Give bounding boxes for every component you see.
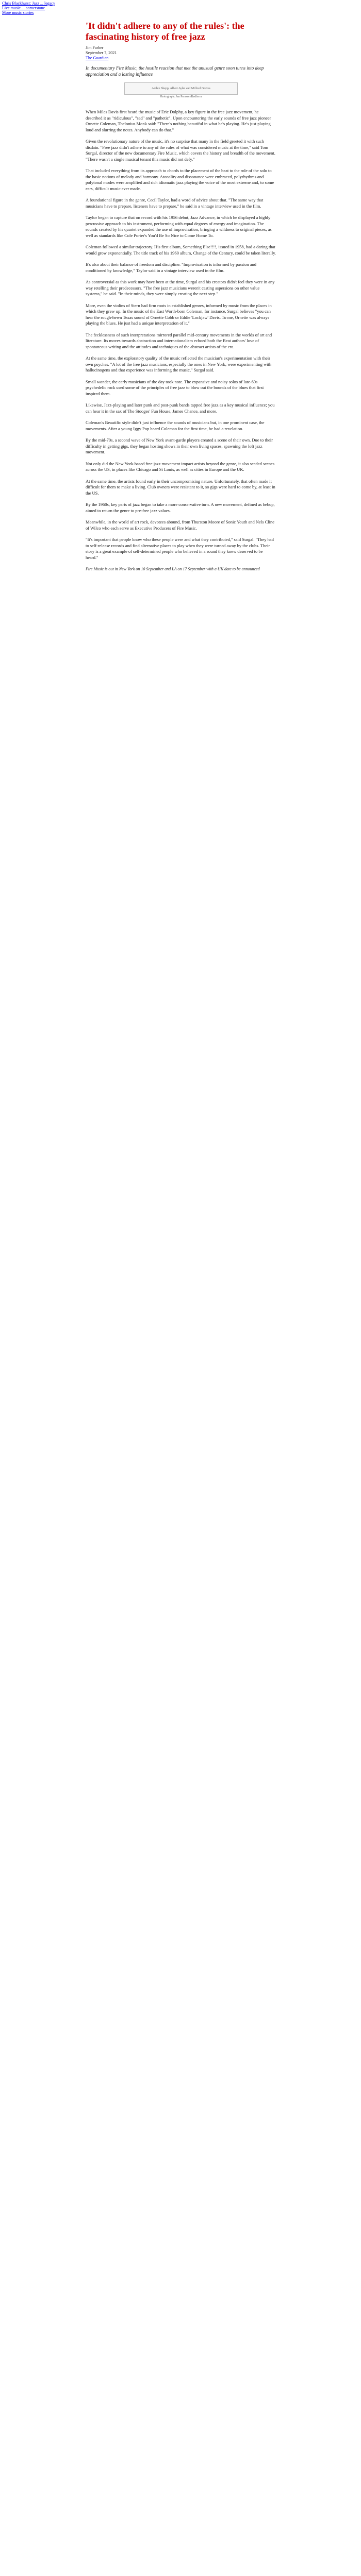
byline bbox=[86, 45, 276, 61]
body-paragraph: Taylor began to capture that on record with his 1956 debut, Jazz Advance, in which he displayed a highly percussive approach to his instrument, performing with equal degrees of energy and imagination. The sounds created by his quartet expanded the use of improvisation, bringing a wildness to original pieces, as well as standards like Cole Porter's You'd Be So Nice to Come Home To. bbox=[86, 215, 272, 238]
body-paragraph: More, even the violins of Stern had firm roots in established genres, informed by music from the places in which they grew up. In the music of the East Worth-born Coleman, for instance, Surgal believes "you can hear the rough-hewn Texas sound of Ornette Cobb or Eddie 'Lockjaw' Davis. To me, Ornette was always playing the blues. He just had a unique interpretation of it." bbox=[86, 302, 272, 326]
article bbox=[86, 21, 276, 576]
image-credit: Photograph: Jan Persson/Redferns bbox=[159, 95, 203, 98]
top-links bbox=[2, 1, 55, 15]
body-paragraph: At the same time, the exploratory quality of the music reflected the musician's experimentation with their own psyches. "A lot of the free jazz musicians, especially the ones in New York, were experimenting with hallucinogens and that experience was informing the music," Surgal said. bbox=[86, 355, 272, 372]
body-paragraph: When Miles Davis first heard the music of Eric Dolphy, a key figure in the free jazz movement, he described it as "ridiculous", "sad" and "pathetic". Upon encountering the early sounds of free jazz pioneer Ornette Coleman, Thelonius Monk said: "There's nothing beautiful in what he's playing. He's just playing loud and slurring the notes. Anybody can do that." bbox=[86, 109, 271, 132]
body-paragraph: At the same time, the artists found early in their uncompromising nature. Unfortunately, that often made it difficult for them to make a living. Club owners were resistant to it, so gigs were hard to come by, at least in the US. bbox=[86, 478, 275, 496]
body-paragraph: "It's important that people know who these people were and what they contributed," said Surgal. "They had to self-release records and find alternative places to play when they were turned away by the clubs. Their story is a great example of self-determined people who believed in a sound they knew deserved to be heard." bbox=[86, 537, 274, 560]
body-paragraph: That included everything from its approach to chords to the placement of the beat to the role of the solo to the basic notions of melody and harmony. Atonality and dissonance were embraced, polyrhythms and polytonal modes were amplified and rich idiomatic jazz playing the voice of the most extreme and, to some ears, difficult music ever made. bbox=[86, 168, 274, 191]
body-paragraph: Not only did the New York-based free jazz movement impact artists beyond the genre, it also seeded scenes across the US, in places like Chicago and St Louis, as well as cities in Europe and the UK. bbox=[86, 461, 275, 472]
nav-link-1[interactable]: Chris Blackhurst: Jazz ... legacy bbox=[2, 1, 55, 6]
body-paragraph: It's also about their balance of freedom and discipline. "Improvisation is informed by passion and conditioned by knowledge," Taylor said in a vintage interview used in the film. bbox=[86, 262, 256, 273]
body-paragraph: Coleman's Beautific style didn't just influence the sounds of musicians but, in one prominent case, the movements. After a young Iggy Pop heard Coleman for the first time, he had a revelation. bbox=[86, 420, 265, 431]
nav-link-2[interactable]: Live music ... cornerstone bbox=[2, 6, 45, 10]
source-link[interactable]: The Guardian bbox=[86, 56, 109, 60]
body-paragraph: Likewise, Jazz-playing and later punk and post-punk bands tapped free jazz as a key musical influence; you can hear it in the sax of The Stooges' Fun House, James Chance, and more. bbox=[86, 402, 275, 414]
article-body bbox=[86, 109, 276, 561]
body-paragraph: Meanwhile, in the world of art rock, devotees abound, from Thurston Moore of Sonic Youth and Nels Cline of Wilco who each serve as Executive Producers of Fire Music. bbox=[86, 519, 274, 531]
body-paragraph: Small wonder, the early musicians of the day took note. The expansive and noisy solos of late-60s psychedelic rock used some of the principles of free jazz to blow out the bounds of the blues that first inspired them. bbox=[86, 379, 264, 396]
body-paragraph: By the 1960s, key parts of jazz began to take a more conservative turn. A new movement, defined as bebop, aimed to return the genre to pre-free jazz values. bbox=[86, 502, 275, 513]
body-paragraph: The fecklessness of such interpretations mirrored parallel mid-century movements in the worlds of art and literature. Its moves towards abstraction and internationalism echoed both the Beat authors' love of spontaneous writing and the attitudes and techniques of the abstract artists of the era. bbox=[86, 332, 272, 349]
body-paragraph: A foundational figure in the genre, Cecil Taylor, had a word of advice about that. "The same way that musicians have to prepare, listeners have to prepare," he said in a vintage interview used in the film. bbox=[86, 197, 264, 209]
standfirst: In documentary Fire Music, the hostile reaction that met the unusual genre soon turns into deep appreciation and a lasting influence bbox=[86, 65, 264, 77]
body-paragraph: Given the revolutionary nature of the music, it's no surprise that many in the field greeted it with such disdain. "Free jazz didn't adhere to any of the rules of what was considered music at the time," said Tom Surgal, director of the new documentary Fire Music, which covers the history and breadth of the movement. "There wasn't a single musical tenant this music did not defy." bbox=[86, 139, 275, 162]
article-footnote: Fire Music is out in New York on 10 September and LA on 17 September with a UK date to be announced bbox=[86, 567, 260, 571]
article-photo bbox=[124, 82, 238, 95]
article-headline: 'It didn't adhere to any of the rules': the fascinating history of free jazz bbox=[86, 21, 244, 42]
body-paragraph: Coleman followed a similar trajectory. His first album, Something Else!!!!, issued in 1958, had a daring that would grow exponentially. The title track of his 1960 album, Change of the Century, could be taken literally. bbox=[86, 244, 276, 256]
image-caption: Archie Shepp, Albert Ayler and Milford Graves bbox=[152, 87, 210, 90]
nav-link-3[interactable]: More music stories bbox=[2, 10, 34, 15]
body-paragraph: By the mid-70s, a second wave of New York avant-garde players created a scene of their own. Due to their difficulty in getting gigs, they began hosting shows in their own living spaces, spawning the loft jazz movement. bbox=[86, 437, 273, 454]
author-name: Jim Farber bbox=[86, 45, 104, 50]
publish-date: September 7, 2021 bbox=[86, 50, 117, 55]
body-paragraph: As controversial as this work may have been at the time, Surgal and his creators didn't feel they were in any way retelling their predecessors. "The free jazz musicians weren't casting aspersions on other value systems," he said. "In their minds, they were simply creating the next step." bbox=[86, 279, 275, 296]
article-figure bbox=[124, 82, 238, 99]
